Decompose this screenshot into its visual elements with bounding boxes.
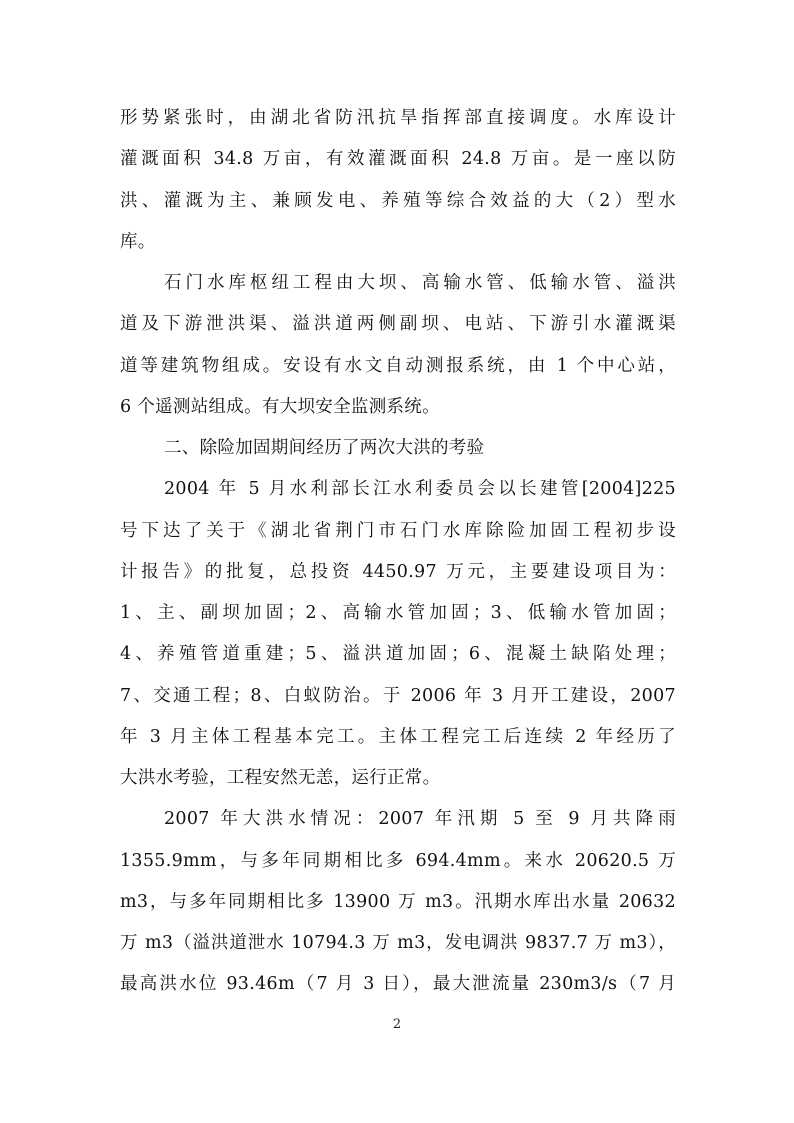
text-line: 形势紧张时，由湖北省防汛抗旱指挥部直接调度。水库设计	[120, 108, 676, 128]
text-line: 1、主、副坝加固；2、高输水管加固；3、低输水管加固；	[120, 603, 676, 623]
text-line: 1355.9mm，与多年同期相比多 694.4mm。来水 20620.5 万	[120, 850, 676, 871]
text-line: 洪、灌溉为主、兼顾发电、养殖等综合效益的大（2）型水	[120, 190, 676, 211]
text-line: 道及下游泄洪渠、溢洪道两侧副坝、电站、下游引水灌溉渠	[120, 314, 676, 335]
text-line: 道等建筑物组成。安设有水文自动测报系统，由 1 个中心站，	[120, 355, 676, 376]
page-number: 2	[392, 1017, 402, 1032]
text-line: 最高洪水位 93.46m（7 月 3 日），最大泄流量 230m3/s（7 月	[120, 974, 676, 995]
text-line: 4、养殖管道重建；5、溢洪道加固；6、混凝土缺陷处理；	[120, 644, 676, 665]
text-line: 年 3 月主体工程基本完工。主体工程完工后连续 2 年经历了	[120, 726, 676, 747]
paragraph-start-line: 2004 年 5 月水利部长江水利委员会以长建管[2004]225	[164, 479, 676, 500]
text-line: 大洪水考验，工程安然无恙，运行正常。	[120, 768, 441, 788]
section-heading: 二、除险加固期间经历了两次大洪的考验	[164, 438, 485, 458]
text-line: 库。	[120, 231, 156, 252]
text-line: 6 个遥测站组成。有大坝安全监测系统。	[120, 396, 440, 417]
text-line: m3，与多年同期相比多 13900 万 m3。汛期水库出水量 20632	[120, 891, 676, 912]
paragraph-start-line: 石门水库枢纽工程由大坝、高输水管、低输水管、溢洪	[164, 273, 676, 293]
text-line: 万 m3（溢洪道泄水 10794.3 万 m3，发电调洪 9837.7 万 m3），	[120, 933, 676, 953]
paragraph-start-line: 2007 年大洪水情况：2007 年汛期 5 至 9 月共降雨	[164, 809, 676, 830]
body-text	[120, 98, 676, 1006]
text-line: 号下达了关于《湖北省荆门市石门水库除险加固工程初步设	[120, 520, 676, 541]
text-line: 7、交通工程；8、白蚁防治。于 2006 年 3 月开工建设，2007	[120, 685, 676, 706]
text-line: 灌溉面积 34.8 万亩，有效灌溉面积 24.8 万亩。是一座以防	[120, 149, 676, 170]
text-line: 计报告》的批复，总投资 4450.97 万元，主要建设项目为：	[120, 561, 676, 582]
